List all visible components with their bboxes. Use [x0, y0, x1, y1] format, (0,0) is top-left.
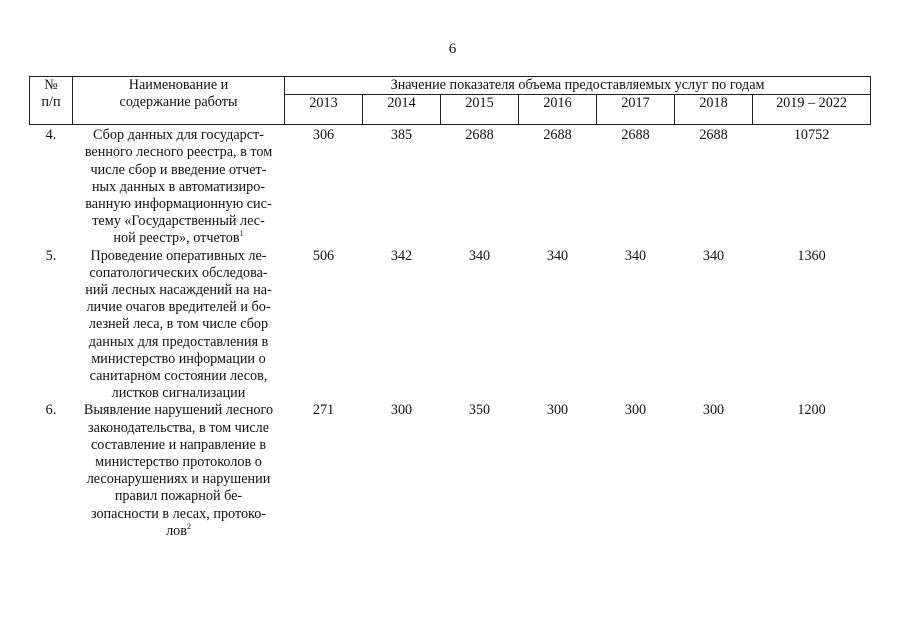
header-num-line: № [44, 77, 58, 93]
value-cell: 506 [312, 247, 335, 264]
value-cell: 385 [390, 127, 413, 144]
description-line: лезней леса, в том числе сбор [88, 316, 269, 333]
description-line: законодательства, в том числе [87, 419, 270, 436]
row-number: 6. [45, 402, 57, 419]
header-group: Значение показателя объема предоставляемых услуг по годам [285, 77, 871, 95]
description-line: ний лесных насаждений на на- [85, 282, 272, 299]
description-line: данных для предоставления в [88, 333, 269, 350]
header-num-line: п/п [41, 94, 61, 111]
description-line: сопатологических обследова- [89, 264, 268, 281]
value-cell: 340 [702, 247, 725, 264]
value-cell: 306 [312, 127, 335, 144]
description-line: числе сбор и введение отчет- [90, 161, 267, 178]
description-line-last [75, 230, 283, 247]
value-cell: 2688 [621, 127, 650, 144]
header-year: 2013 [285, 95, 363, 125]
header-num [30, 77, 73, 125]
description-line: венного лесного реестра, в том [84, 144, 273, 161]
description-line: тему «Государственный лес- [92, 213, 265, 230]
row-description [73, 248, 285, 403]
services-volume-table [29, 76, 871, 540]
header-year: 2017 [597, 95, 675, 125]
description-line: правил пожарной бе- [114, 488, 243, 505]
description-line: министерство протоколов о [95, 454, 262, 471]
header-year: 2014 [363, 95, 441, 125]
description-line: составление и направление в [90, 436, 267, 453]
description-line: Выявление нарушений лесного [83, 402, 274, 419]
value-cell: 340 [468, 247, 491, 264]
description-line: лесонарушениях и нарушении [86, 471, 271, 488]
header-year: 2016 [519, 95, 597, 125]
value-cell: 2688 [465, 127, 494, 144]
value-cell: 340 [546, 247, 569, 264]
value-cell: 1200 [797, 402, 826, 419]
description-line: санитарном состоянии лесов, [89, 368, 268, 385]
description-line: ванную информационную сис- [85, 196, 272, 213]
header-title-line: содержание работы [119, 94, 238, 111]
header-year: 2018 [675, 95, 753, 125]
description-line: министерство информации о [91, 350, 266, 367]
table-row [30, 125, 871, 248]
header-year: 2015 [441, 95, 519, 125]
row-number: 4. [45, 127, 57, 144]
value-cell: 10752 [793, 127, 830, 144]
row-number: 5. [45, 247, 57, 264]
value-cell: 300 [624, 402, 647, 419]
description-line-last [75, 523, 283, 540]
description-line: ных данных в автоматизиро- [91, 178, 266, 195]
row-description [73, 125, 285, 248]
description-line: ной реестр», отчетов [113, 230, 240, 247]
value-cell: 300 [390, 402, 413, 419]
description-line: листков сигнализации [111, 385, 246, 402]
header-title-line: Наименование и [128, 77, 229, 93]
table-row [30, 402, 871, 540]
row-description [73, 402, 285, 540]
description-line: личие очагов вредителей и бо- [86, 299, 271, 316]
value-cell: 340 [624, 247, 647, 264]
table-row [30, 248, 871, 403]
header-title [73, 77, 285, 125]
footnote-marker: 2 [186, 521, 191, 531]
value-cell: 271 [312, 402, 335, 419]
description-line: Проведение оперативных ле- [90, 247, 267, 264]
value-cell: 2688 [699, 127, 728, 144]
description-line: лов [166, 522, 187, 539]
description-line: Сбор данных для государст- [93, 127, 264, 144]
value-cell: 350 [468, 402, 491, 419]
description-line: зопасности в лесах, протоко- [90, 505, 267, 522]
value-cell: 342 [390, 247, 413, 264]
value-cell: 300 [546, 402, 569, 419]
footnote-marker: 1 [239, 229, 244, 239]
value-cell: 300 [702, 402, 725, 419]
page-number: 6 [448, 41, 457, 57]
header-year: 2019 – 2022 [753, 95, 871, 125]
value-cell: 2688 [543, 127, 572, 144]
value-cell: 1360 [797, 247, 826, 264]
